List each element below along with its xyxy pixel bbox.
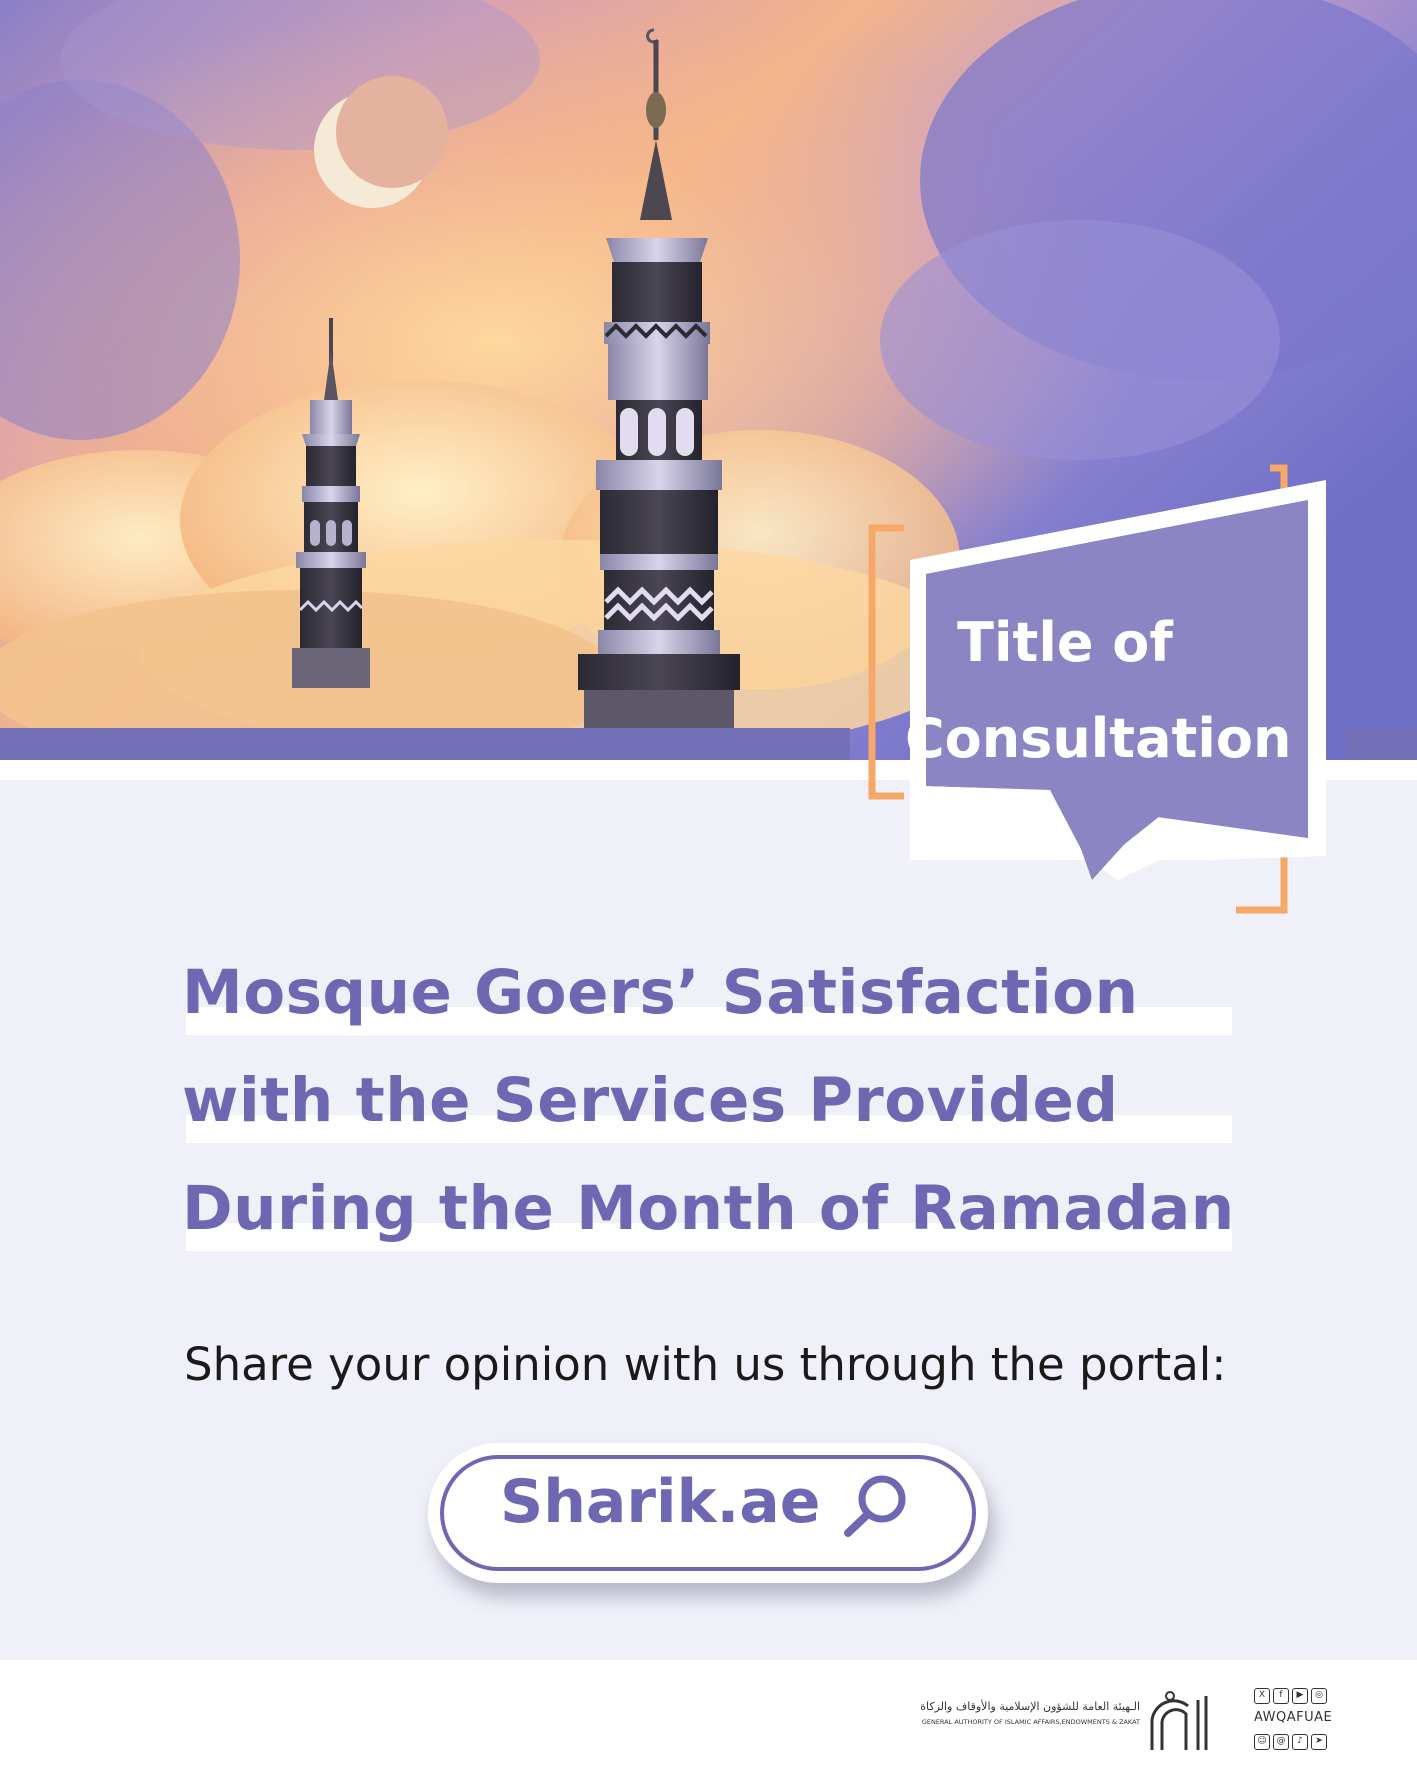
portal-search-button[interactable] xyxy=(428,1443,988,1583)
org-name-english: GENERAL AUTHORITY OF ISLAMIC AFFAIRS,ENDOWMENTS & ZAKAT xyxy=(921,1718,1140,1726)
snapchat-icon[interactable]: ☺ xyxy=(1254,1734,1270,1750)
telegram-icon[interactable]: ➤ xyxy=(1311,1734,1327,1750)
consultation-title-line1: Title of xyxy=(957,611,1173,674)
portal-link-label[interactable]: Sharik.ae xyxy=(500,1467,821,1537)
headline-text-3: During the Month of Ramadan xyxy=(182,1173,1235,1244)
social-icons-bottom xyxy=(1254,1734,1327,1750)
headline-text-2: with the Services Provided xyxy=(182,1065,1119,1136)
org-name-arabic: الـهيئة العامة للشؤون الإسلامية والأوقاف والزكاة xyxy=(920,1700,1140,1713)
instagram-icon[interactable]: ◎ xyxy=(1311,1688,1327,1704)
tiktok-icon[interactable]: ♪ xyxy=(1292,1734,1308,1750)
headline-text-1: Mosque Goers’ Satisfaction xyxy=(182,957,1139,1028)
consultation-title xyxy=(905,595,1292,787)
x-icon[interactable]: X xyxy=(1254,1688,1270,1704)
headline-line-3 xyxy=(182,1161,1242,1269)
search-icon xyxy=(836,1469,916,1541)
awqaf-logo-icon xyxy=(1146,1686,1218,1752)
consultation-title-line2: Consultation xyxy=(905,707,1292,770)
headline-line-1 xyxy=(182,945,1242,1053)
facebook-icon[interactable]: f xyxy=(1273,1688,1289,1704)
social-handle: AWQAFUAE xyxy=(1254,1710,1333,1725)
footer xyxy=(0,1660,1417,1772)
share-opinion-text: Share your opinion with us through the portal: xyxy=(184,1338,1227,1391)
threads-icon[interactable]: @ xyxy=(1273,1734,1289,1750)
social-icons-top xyxy=(1254,1688,1327,1704)
separator-bar-right xyxy=(1346,728,1417,760)
youtube-icon[interactable]: ▶ xyxy=(1292,1688,1308,1704)
separator-bar-left xyxy=(0,728,850,760)
headline-line-2 xyxy=(182,1053,1242,1161)
headline xyxy=(182,945,1242,1269)
consultation-bubble xyxy=(860,460,1340,920)
